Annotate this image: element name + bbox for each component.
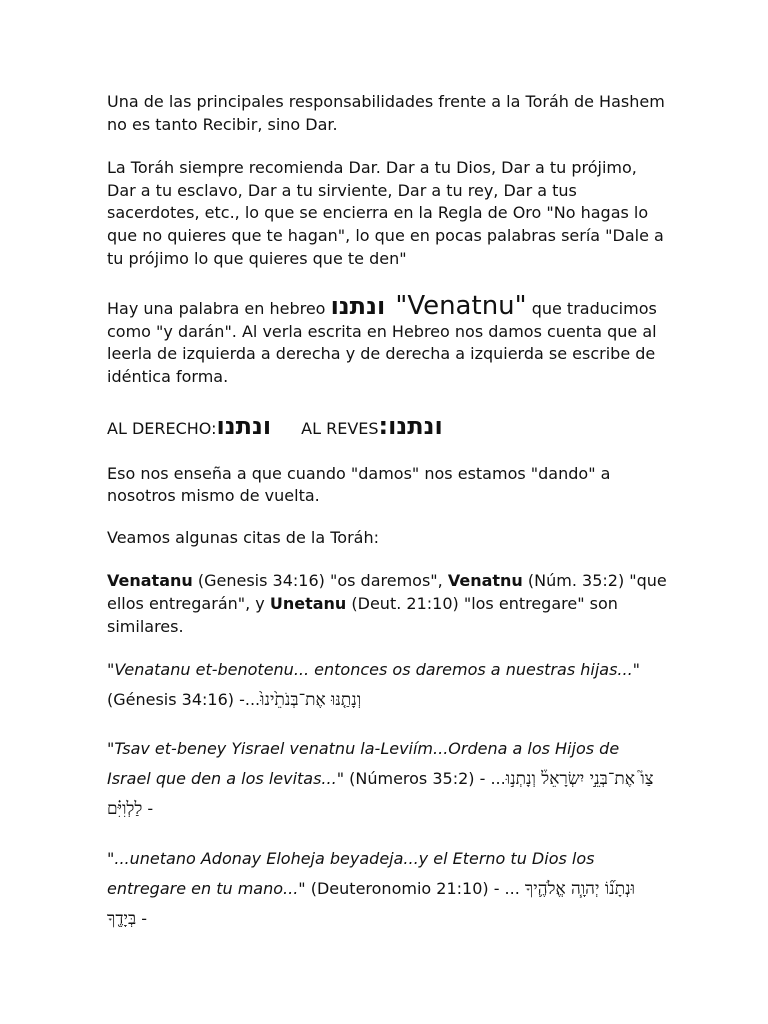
document-body <box>107 91 667 934</box>
quote-tail: - <box>142 799 154 819</box>
paragraph-citations <box>107 570 667 638</box>
quote-hebrew: צַו֮ אֶת־בְּנֵ֣י יִשְׂרָאֵל֒ וְנָתְנ֣וּ לַלְוִיִּ֗ם <box>107 769 654 820</box>
quote-transliteration: Venatanu et-benotenu... entonces os daremos a nuestras hijas... <box>114 660 633 680</box>
paragraph-citas-intro: Veamos algunas citas de la Toráh: <box>107 527 379 547</box>
paragraph-teaches: Eso nos enseña a que cuando "damos" nos estamos "dando" a nosotros mismo de vuelta. <box>107 463 611 506</box>
quote-reference: " (Números 35:2) - ... <box>336 769 506 789</box>
label-al-reves: AL REVES <box>301 418 379 438</box>
quote-reference: "(Génesis 34:16) -... <box>107 660 641 710</box>
latin-word-venatnu: "Venatnu" <box>395 291 527 322</box>
ref-unetanu: (Deut. 21:10) "los entregare" son similares. <box>107 593 618 636</box>
quote-deuteronomio <box>107 844 667 934</box>
quote-open: " <box>107 739 115 759</box>
quote-hebrew: וְנָתַ֤נּוּ אֶת־בְּנֹתֵ֙ינוּ֙ <box>260 690 362 711</box>
term-venatnu: Venatnu <box>447 571 523 591</box>
quote-transliteration: Tsav et-beney Yisrael venatnu la-Leviím...Ordena a los Hijos de Israel que den a los levitas... <box>107 739 620 789</box>
hebrew-word-venatnu: ונתנו <box>330 292 386 321</box>
paragraph-intro: Una de las principales responsabilidades frente a la Toráh de Hashem no es tanto Recibir, sino Dar. <box>107 92 665 134</box>
word-explanation-text: que traducimos como "y darán". Al verla escrita en Hebreo nos damos cuenta que al leerla de izquierda a derecha y de derecha a izquierda se escribe de idéntica forma. <box>107 299 657 386</box>
colon: : <box>378 411 389 440</box>
term-unetanu: Unetanu <box>269 593 347 613</box>
hebrew-al-reves: ונתנו <box>388 411 443 440</box>
quote-transliteration: ...unetano Adonay Eloheja beyadeja...y el Eterno tu Dios los entregare en tu mano... <box>107 849 595 899</box>
paragraph-torah-recommends: La Toráh siempre recomienda Dar. Dar a tu Dios, Dar a tu prójimo, Dar a tu esclavo, Dar a tu sirviente, Dar a tu rey, Dar a tus sacerdotes, etc., lo que se encierra en la Regla de Oro "No hagas lo que no quieres que te hagan", lo que en pocas palabras sería "Dale a tu prójimo lo que quieres que te den" <box>107 158 664 268</box>
term-venatanu: Venatanu <box>107 571 193 591</box>
quote-tail: - <box>136 909 148 929</box>
quote-open: " <box>107 849 115 869</box>
paragraph-venatnu-word <box>107 291 667 388</box>
palindrome-row <box>107 411 667 444</box>
quote-reference: " (Deuteronomio 21:10) - ... <box>298 879 525 899</box>
ref-venatanu: (Genesis 34:16) "os daremos", <box>192 571 448 591</box>
quote-numeros <box>107 734 667 824</box>
quote-hebrew: וּנְתָנ֞וֹ יְהוָ֧ה אֱלֹהֶ֛יךָ בְּיָדֶ֖ךָ <box>107 879 635 930</box>
ref-venatnu: (Núm. 35:2) "que ellos entregarán", y <box>107 571 667 613</box>
label-al-derecho: AL DERECHO: <box>107 418 217 438</box>
word-intro-text: Hay una palabra en hebreo <box>107 299 331 319</box>
quote-genesis <box>107 655 667 715</box>
quote-open: " <box>107 660 115 680</box>
hebrew-al-derecho: ונתנו <box>216 411 272 440</box>
